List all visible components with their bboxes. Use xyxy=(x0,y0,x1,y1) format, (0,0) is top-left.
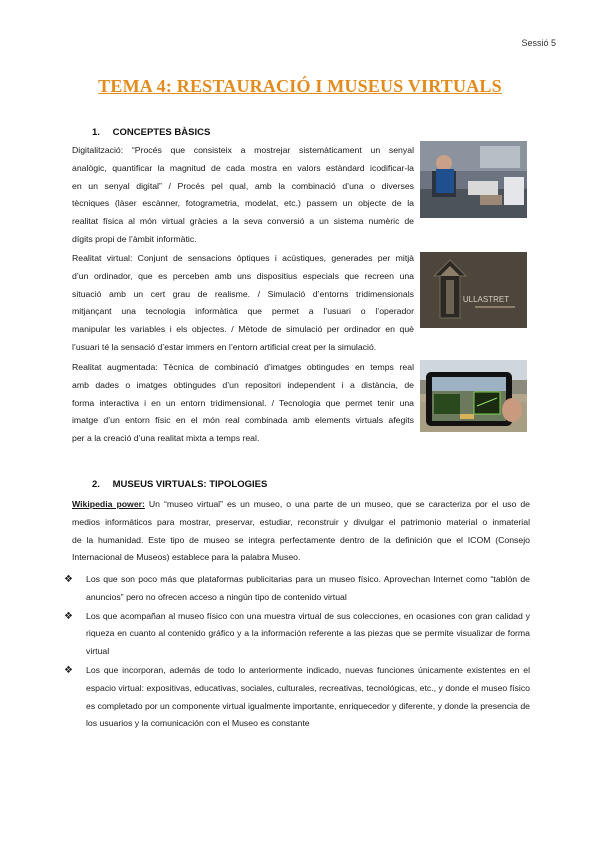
text-line: manipular les variables i els objectes. / Mètode de simulació per ordinador en què xyxy=(72,324,414,335)
paragraph-museo-virtual xyxy=(72,496,530,567)
text-line: en un senyal digital” / Procés pel qual, amb la combinació d’una o diverses xyxy=(72,180,414,191)
text-line: mitjançant una tecnologia informàtica que permet a l’usuari o l’operador xyxy=(72,306,414,317)
section2-heading xyxy=(92,479,267,490)
text-line: Realitat augmentada: Tècnica de combinació d’imatges obtingudes en temps real xyxy=(72,362,414,372)
section2-title: MUSEUS VIRTUALS: TIPOLOGIES xyxy=(112,479,268,490)
text-line: de la humanidad. Este tipo de museo se integra perfectamente dentro de la definición que el ICOM (Consejo xyxy=(72,534,530,545)
page-title: TEMA 4: RESTAURACIÓ I MUSEUS VIRTUALS xyxy=(98,76,502,96)
photo-ullastret-vr xyxy=(420,252,527,328)
text-line: tècniques (làser escànner, fotogrametria, modelat, etc.) passem un objecte de la xyxy=(72,198,414,209)
wikipedia-label: Wikipedia power: xyxy=(72,499,145,509)
text-line: l’usuari té la sensació d’estar immers en l’entorn artificial creat per la simulació. xyxy=(72,341,377,352)
text-line: Digitalització: “Procés que consisteix a mostrejar sistemàticament un senyal xyxy=(72,145,414,155)
text-line: Internacional de Museos) establece para la palabra Museo. xyxy=(72,552,301,563)
text-line: realitat física al món virtual gràcies a la seva conversió a un sistema numèric de xyxy=(72,216,414,227)
photo-ar-tablet xyxy=(420,360,527,432)
text-line: amb dades o imatges obtingudes d’un repositori independent i a distància, de xyxy=(72,379,414,390)
text-line: d’un ordinador, que es perceben amb uns dispositius especials que recreen una xyxy=(72,270,414,281)
typology-list xyxy=(64,571,530,734)
text-line: dígits propi de l’àmbit informàtic. xyxy=(72,233,197,244)
text-line: situació amb un cert grau de realisme. / Simulació d’entorns tridimensionals xyxy=(72,288,414,299)
list-item-text: Los que acompañan al museo físico con una muestra virtual de sus colecciones, en ocasiones con gran calidad y riqueza en cuanto al contenido gráfico y a la información referente a las piezas que se permite visualizar de forma virtual xyxy=(86,610,530,657)
text-line: imatge d’un entorn físic en el món real combinada amb elements virtuals afegits xyxy=(72,415,414,426)
text-span: Un “museo virtual” es un museo, o una parte de un museo, que se caracteriza por el uso de xyxy=(148,499,530,509)
paragraph-realitat-virtual xyxy=(72,250,414,357)
paragraph-realitat-augmentada xyxy=(72,359,414,448)
list-item xyxy=(64,608,530,661)
list-item-text: Los que incorporan, además de todo lo anteriormente indicado, nuevas funciones únicamente existentes en el espacio virtual: expositivas, educativas, sociales, culturales, recreativas, tecnológicas, etc., y donde el museo físico es completado por un componente virtual igualmente importante, enriquecedor y diferente, y donde la presencia de los usuarios y la comunicación con el Museo es constante xyxy=(86,664,530,729)
photo-digitization-lab xyxy=(420,141,527,218)
list-item xyxy=(64,662,530,733)
paragraph-digitalitzacio xyxy=(72,142,414,249)
text-line xyxy=(72,496,530,514)
text-line: forma interactiva i en un entorn tridimensional. / Tecnologia que permet tenir una xyxy=(72,397,414,408)
diamond-bullet-icon: ❖ xyxy=(64,574,73,585)
list-item xyxy=(64,571,530,607)
section1-title: CONCEPTES BÀSICS xyxy=(112,127,211,138)
section1-number: 1. xyxy=(92,127,100,138)
text-line: per a la creació d’una realitat mixta a temps real. xyxy=(72,433,260,444)
session-label: Sessió 5 xyxy=(521,38,556,48)
text-line: medios informáticos para mostrar, preservar, estudiar, reconstruir y divulgar el patrimonio material o inmaterial xyxy=(72,516,530,527)
section2-number: 2. xyxy=(92,479,100,490)
section1-heading xyxy=(92,127,210,138)
list-item-text: Los que son poco más que plataformas publicitarias para un museo físico. Aprovechan Internet como “tablón de anuncios” pero no ofrecen acceso a ningún tipo de contenido virtual xyxy=(86,574,530,602)
ullastret-caption: ULLASTRET xyxy=(462,295,510,304)
text-line: analògic, quantificar la magnitud de cada mostra en valors estàndard icodificar-la xyxy=(72,162,414,173)
diamond-bullet-icon: ❖ xyxy=(64,610,73,622)
text-line: Realitat virtual: Conjunt de sensacions òptiques i acústiques, generades per mitjà xyxy=(72,253,414,263)
diamond-bullet-icon: ❖ xyxy=(64,664,73,676)
